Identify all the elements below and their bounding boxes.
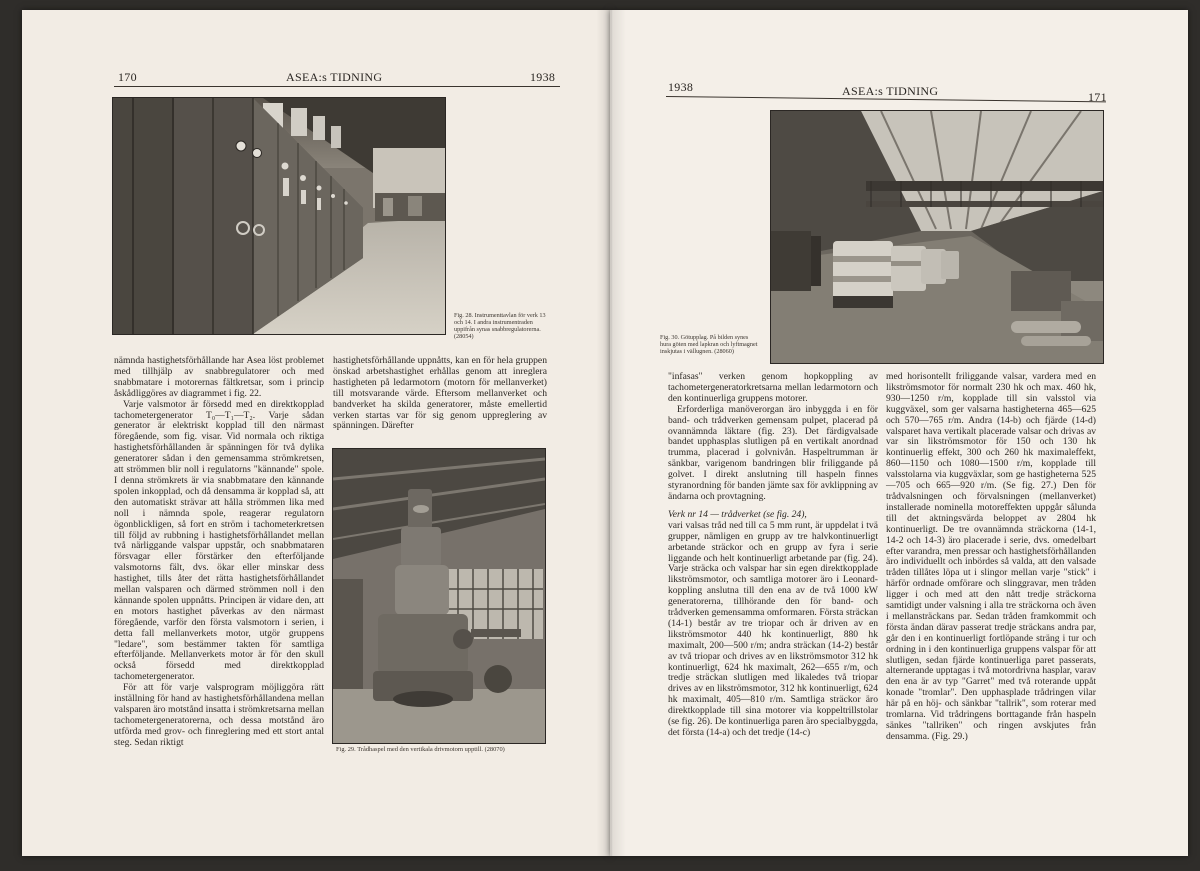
left-header-rule (114, 86, 560, 87)
fig28-caption: Fig. 28. Instrumenttavlan för verk 13 och 14. I andra instrumentraden uppifrån synas snabbregulatorerna. (28054) (454, 312, 546, 340)
left-column-1 (114, 356, 324, 749)
fig29-caption: Fig. 29. Trådhaspel med den vertikala drivmotorn upptill. (28070) (336, 746, 505, 753)
section-heading-verk-14: Verk nr 14 — trådverket (se fig. 24), (668, 508, 807, 520)
left-col1-para-2: Varje valsmotor är försedd med en direktkopplad tachometergenerator T₀—T₁—T₂. Varje sådan generator är elektriskt kopplad till den närmast föregående, som fig. visar. Vid normala och riktiga hastighetsförhållanden är spänningen för två dylika generatorer sådan i den gemensamma strömkretsen, att strömmen blir noll i regulatorns "kännande" spole. I denna strömkrets är via snabbmatare den kännande spolen inkopplad, och då densamma är kopplad så, att den automatiskt strävar att hålla strömmen lika med noll i nämnda spole, reagerar regulatorn ögonblickligen, så fort en ström i tachometerkretsen till följd av rubbning i hastighetsförhållandet mellan två närliggande valspar uppstår, och snabbmataren försvagar eller förstärker den efterföljande valsmotorns fält, dvs. ökar eller minskar dess hastighet, tills åter det rätta hastighetsförhållandet mellan valsparen och därmed strömmen noll i den kännande spolen uppnåtts. Principen är vidare den, att en motors hastighet påverkas av den närmast föregående, varför den första valsmotorn i serien, i detta fall mellanverkets motor, utgör gruppens "ledare", som bestämmer takten för samtliga efterföljande. Mellanverkets motor är för den skull också försedd med direktkopplad tachometergenerator. (114, 398, 324, 683)
right-col1-para-3: vari valsas tråd ned till ca 5 mm runt, är uppdelat i tvä grupper, nämligen en grupp av tre halvkontinuerligt arbetande sträckor och en grupp av fyra i serie liggande och helt kontinuerligt arbetande par (fig. 24). Varje sträcka och valspar har sin egen direktkopplade likströmsmotor, och samtliga motorer äro i Leonard-koppling anslutna till den ena av de två 1000 kW generatorerna, tillhörande den för band- och trådverken gemensamma omformaren. Första sträckan (14-1) består av tre triopar och är driven av en likströmsmotor 440 hk kontinuerligt, 880 hk maximalt, 200—500 r/m; andra sträckan (14-2) består av två triopar och drives av en likströmsmotor 312 hk kontinuerligt, 624 hk maximalt, 262—655 r/m, och tredje sträckan slutligen med likaledes två triopar drives av en likströmsmotor, 312 hk kontinuerligt, 624 hk maximalt, 405—810 r/m. Samtliga sträckor äro direktkopplade till sina motorer via koppeltrillstolar (se fig. 26). De kontinuerliga paren äro specialbyggda, det första (14-a) och det tredje (14-c) (668, 519, 878, 738)
right-page-year: 1938 (668, 80, 694, 94)
left-page-title: ASEA:s TIDNING (286, 70, 383, 84)
left-col1-para-3: För att för varje valsprogram möjliggöra rätt inställning för hand av hastighetsförhållandena mellan valsparen äro motstånd insatta i strömkretsarna mellan tachometergeneratorerna, och dessa motstånd äro utförda med grov- och finreglering med ett stort antal steg. Sedan riktigt (114, 682, 324, 748)
right-page-number: 171 (1088, 90, 1107, 104)
right-col1-para-2: Erforderliga manöverorgan äro inbyggda i en för band- och trådverken gemensam pulpet, placerad på ovannämnda läktare (fig. 23). Det färdigvalsade bandet upphasplas slutligen på en vertikalt anordnad trumma, placerad i golvnivån. Haspeltrumman är sänkbar, varigenom bandringen blir friliggande på golvet. I direkt anslutning till haspeln finnes styranordning för banden jämte sax för avklippning av ändarna och provtagning. (668, 403, 878, 502)
fig30-caption: Fig. 30. Götupplag. På bilden synes hura göten med lapkran och lyftmagnet inskjutas i vällugnen. (28060) (660, 334, 758, 355)
left-column-2 (333, 356, 547, 432)
right-page-title: ASEA:s TIDNING (842, 84, 939, 98)
fig28-photo (112, 97, 446, 335)
fig29-photo (332, 448, 546, 744)
left-col1-para-1: nämnda hastighetsförhållande har Asea löst problemet med tillhjälp av snabbregulatorer och med snabbmatare i motorernas fältkretsar, som i princip åskådliggöres av diagrammet i fig. 22. (114, 355, 324, 399)
left-col2-para-1: hastighetsförhållande uppnåtts, kan en för hela gruppen önskad arbetshastighet erhållas genom att inreglera hastigheten på ledarmotorn (motorn för mellanverket) till motsvarande värde. Eftersom mellanverket och bandverket ha skilda generatorer, måste emellertid verken startas var för sig genom uppreglering av spänningen. Därefter (333, 355, 547, 432)
left-page-number: 170 (118, 70, 137, 84)
left-page (22, 10, 610, 856)
right-column-1 (668, 372, 878, 739)
right-column-2 (886, 372, 1096, 743)
fig30-photo (770, 110, 1104, 364)
left-page-year: 1938 (530, 70, 556, 84)
right-col2-para-1: med horisontellt friliggande valsar, vardera med en likströmsmotor för normalt 230 hk och max. 460 hk, 930—1250 r/m, kopplade till sin valsstol via kuggväxel, som ger valsarna hastigheterna 465—625 och 570—765 r/m. Andra (14-b) och fjärde (14-d) valsparet hava vertikalt placerade valsar och drivas av var sin likströmsmotor för 150 och 130 hk kontinuerlig effekt, 300 och 260 hk maximaleffekt, 860—1150 och 1080—1500 r/m, kopplade till valsstolarna via kuggväxlar, som ge hastigheterna 525—705 och 665—920 r/m. (Se fig. 27.) Den för trådvalsningen och förvalsningen (mellanverket) installerade nominella motoreffekten uppgår sålunda till det aktningsvärda beloppet av 2804 hk kontinuerligt. De tre ovannämnda sträckorna (14-1, 14-2 och 14-3) äro placerade i serie, dvs. omedelbart efter varandra, men pressar och hastighetsförhållanden äro individuellt och inbördes så valda, att den valsade tråden tillåtes löpa ut i slingor mellan varje "stick" i härför ordnade omförare och slinggravar, men tråden ligger i och med att den nått tredje sträckorna samtidigt under valsning i alla tre sträckorna och även i mellansträckans par. Sedan tråden framkommit och första ändan därav passerat tredje sträckans andra par, går den i en kontinuerligt fortlöpande sträng i tur och ordning in i den kontinuerliga gruppens valspar för att slutligen, sedan fjärde kontinuerliga paret passerats, alternerande upptagas i två motordrivna hasplar, varav den ena är av typ "Garret" med två roterande uppåt konade "tromlar". Den upphasplade trådringen vilar här på en höj- och sänkbar "tallrik", som roterar med tromlarna. Vid trådringens borttagande från haspeln sänkes "tallriken" och ringen avskjutes från densamma. (Fig. 29.) (886, 371, 1096, 742)
right-col1-intro: "infasas" verken genom hopkoppling av tachometergeneratorkretsarna mellan ledarmotorn och den kontinuerliga gruppens motorer. (668, 371, 878, 404)
right-page (610, 10, 1188, 856)
